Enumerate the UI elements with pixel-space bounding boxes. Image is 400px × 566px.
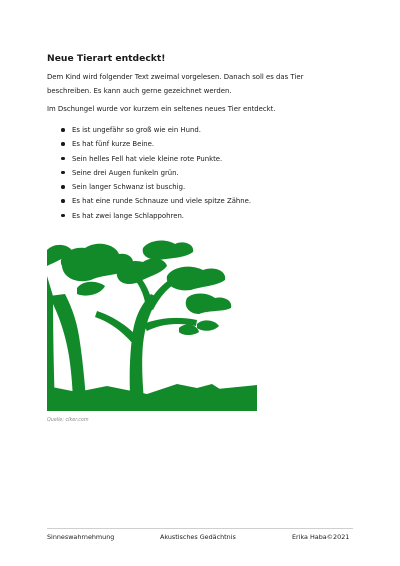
bullet-icon <box>61 157 65 161</box>
list-item: Sein helles Fell hat viele kleine rote Punkte. <box>47 152 251 166</box>
bullet-icon <box>61 171 65 175</box>
list-item: Es ist ungefähr so groß wie ein Hund. <box>47 123 251 137</box>
image-caption: Quelle: clker.com <box>47 418 89 423</box>
list-item: Es hat eine runde Schnauze und viele spitze Zähne. <box>47 194 251 208</box>
page-title: Neue Tierart entdeckt! <box>47 53 166 64</box>
footer-divider <box>47 528 353 529</box>
list-item: Es hat fünf kurze Beine. <box>47 137 251 151</box>
story-lead: Im Dschungel wurde vor kurzem ein seltenes neues Tier entdeckt. <box>47 105 276 113</box>
list-item: Sein langer Schwanz ist buschig. <box>47 180 251 194</box>
fact-list <box>47 123 251 223</box>
bullet-icon <box>61 199 65 203</box>
footer-left: Sinneswahrnehmung <box>47 533 115 541</box>
instructions-text: Dem Kind wird folgender Text zweimal vorgelesen. Danach soll es das Tier beschreiben. Es kann auch gerne gezeichnet werden. <box>47 73 304 95</box>
list-item: Seine drei Augen funkeln grün. <box>47 166 251 180</box>
bullet-icon <box>61 214 65 218</box>
bullet-icon <box>61 142 65 146</box>
jungle-tree-illustration <box>47 236 257 411</box>
bullet-icon <box>61 128 65 132</box>
bullet-icon <box>61 185 65 189</box>
footer-center: Akustisches Gedächtnis <box>160 533 236 541</box>
footer-right: Erika Haba©2021 <box>292 533 350 541</box>
list-item: Es hat zwei lange Schlappohren. <box>47 209 251 223</box>
